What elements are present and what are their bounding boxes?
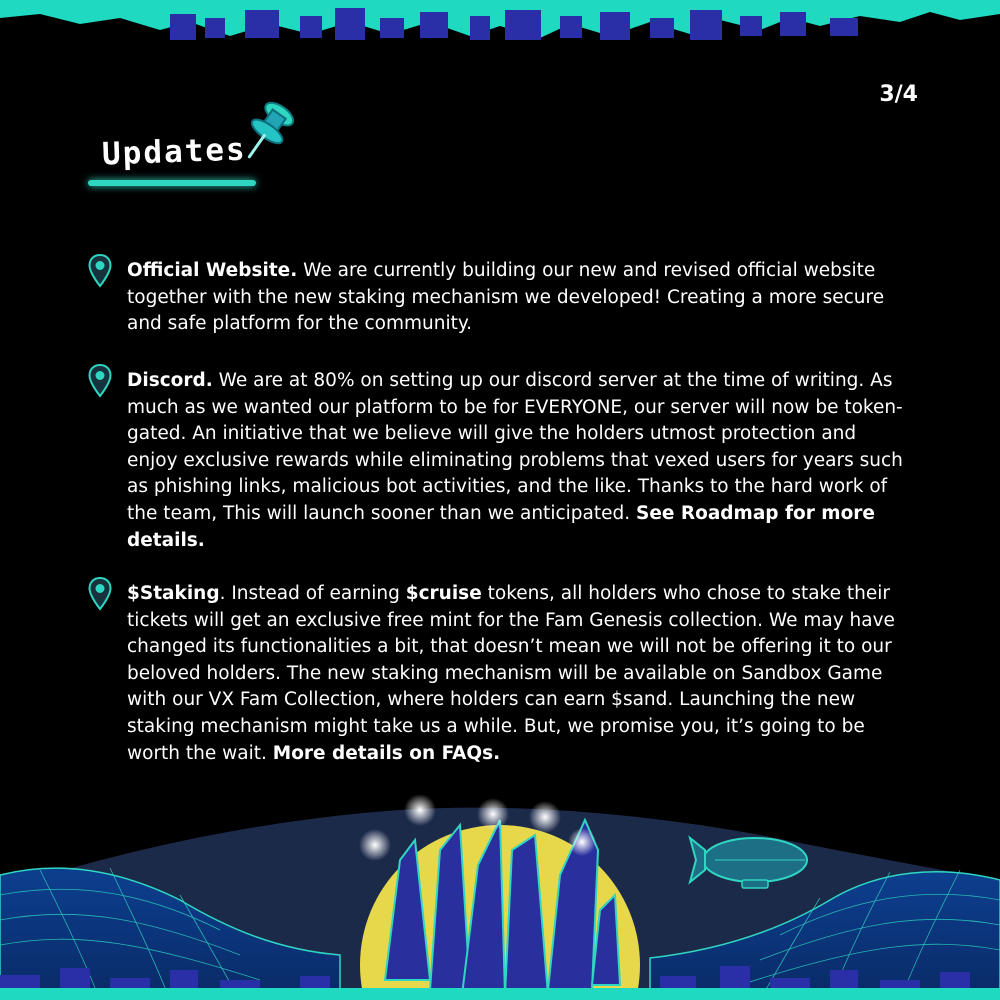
update-text-discord xyxy=(127,368,907,554)
token-name: $cruise xyxy=(405,583,482,604)
section-header xyxy=(88,98,308,193)
item-body: We are at 80% on setting up our discord server at the time of writing. As much as we wanted our platform to be for EVERYONE, our server will now be token-gated. An initiative that we believe will give the holders utmost protection and enjoy exclusive rewards while eliminating problems that vexed users for years such as phishing links, malicious bot activities, and the like. Thanks to the hard work of the team, This will launch sooner than we anticipated. xyxy=(127,370,903,524)
item-body: tokens, all holders who chose to stake their tickets will get an exclusive free mint for the Fam Genesis collection. We may have changed its functionalities a bit, that doesn’t mean we will not be offering it to our beloved holders. The new staking mechanism will be available on Sandbox Game with our VX Fam Collection, where holders can earn $sand. Launching the new staking mechanism might take us a while. But, we promise you, it’s going to be worth the wait. xyxy=(127,583,895,764)
item-body: We are currently building our new and revised official website together with the new staking mechanism we developed! Creating a more secure and safe platform for the community. xyxy=(127,260,885,335)
location-pin-icon xyxy=(88,364,112,398)
top-skyline-decoration xyxy=(0,0,1000,50)
city-skyline-illustration xyxy=(0,780,1000,1000)
faq-link: More details on FAQs. xyxy=(272,742,501,764)
page-number: 3/4 xyxy=(879,82,918,107)
page-title: Updates xyxy=(101,131,248,173)
title-underline xyxy=(88,180,256,186)
update-text-website xyxy=(127,258,907,338)
update-text-staking xyxy=(127,581,907,767)
item-body: . Instead of earning xyxy=(219,583,406,604)
item-title: $Staking xyxy=(127,583,220,604)
location-pin-icon xyxy=(88,577,112,611)
item-title: Discord. xyxy=(127,370,213,391)
roadmap-link: See Roadmap for more details. xyxy=(127,502,875,551)
item-title: Official Website. xyxy=(127,260,298,281)
pushpin-icon xyxy=(236,98,296,168)
location-pin-icon xyxy=(88,254,112,288)
